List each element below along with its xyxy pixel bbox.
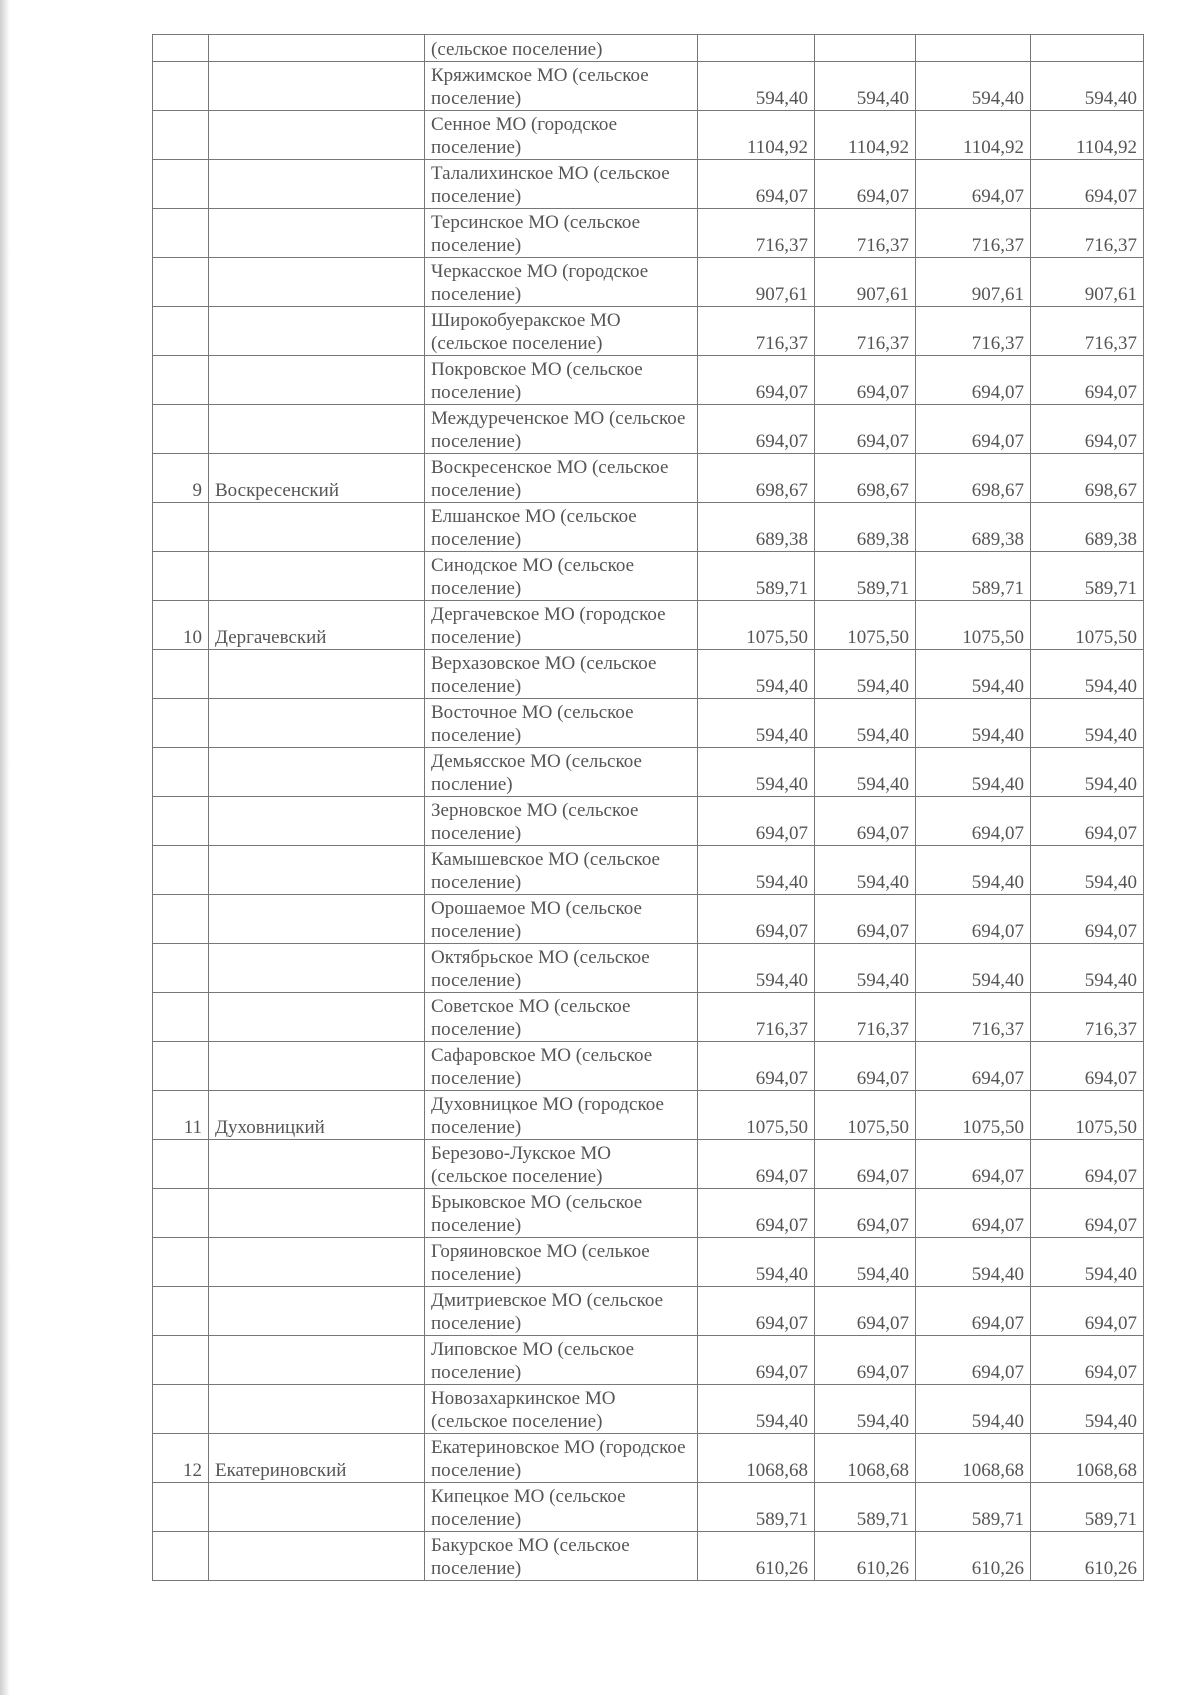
value-2: 716,37 (815, 209, 916, 258)
row-number (153, 1238, 209, 1287)
row-number (153, 503, 209, 552)
value-cell (698, 35, 815, 62)
value-2: 689,38 (815, 503, 916, 552)
table-body (153, 35, 1144, 1581)
value-1: 594,40 (698, 1385, 815, 1434)
value-3: 694,07 (916, 895, 1031, 944)
value-3: 716,37 (916, 307, 1031, 356)
municipality-name: Терсинское МО (сельское поселение) (425, 209, 698, 258)
value-4: 689,38 (1031, 503, 1144, 552)
value-4: 716,37 (1031, 209, 1144, 258)
row-number (153, 846, 209, 895)
value-1: 594,40 (698, 944, 815, 993)
municipality-name: Восточное МО (сельское поселение) (425, 699, 698, 748)
district-name (209, 1238, 425, 1287)
district-name (209, 797, 425, 846)
value-3: 1068,68 (916, 1434, 1031, 1483)
table-row (153, 1189, 1144, 1238)
value-1: 594,40 (698, 650, 815, 699)
municipality-name: Черкасское МО (городское поселение) (425, 258, 698, 307)
value-3: 694,07 (916, 1140, 1031, 1189)
row-number (153, 1385, 209, 1434)
value-4: 594,40 (1031, 1385, 1144, 1434)
value-1: 594,40 (698, 1238, 815, 1287)
municipality-name: Новозахаркинское МО (сельское поселение) (425, 1385, 698, 1434)
value-2: 716,37 (815, 307, 916, 356)
district-name (209, 846, 425, 895)
municipality-name: Духовницкое МО (городское поселение) (425, 1091, 698, 1140)
value-4: 694,07 (1031, 895, 1144, 944)
district-cell (209, 35, 425, 62)
municipality-name: Дмитриевское МО (сельское поселение) (425, 1287, 698, 1336)
district-name (209, 258, 425, 307)
district-name (209, 552, 425, 601)
row-number (153, 1287, 209, 1336)
table-row (153, 846, 1144, 895)
table-row (153, 650, 1144, 699)
table-row (153, 307, 1144, 356)
value-3: 689,38 (916, 503, 1031, 552)
row-number (153, 405, 209, 454)
district-name: Дергачевский (209, 601, 425, 650)
value-2: 594,40 (815, 650, 916, 699)
value-2: 1075,50 (815, 1091, 916, 1140)
value-4: 694,07 (1031, 1287, 1144, 1336)
row-number (153, 699, 209, 748)
municipality-name: Горяиновское МО (селькое поселение) (425, 1238, 698, 1287)
value-1: 716,37 (698, 307, 815, 356)
municipality-name: Орошаемое МО (сельское поселение) (425, 895, 698, 944)
municipality-name: Дергачевское МО (городское поселение) (425, 601, 698, 650)
table-row (153, 993, 1144, 1042)
value-4: 694,07 (1031, 1336, 1144, 1385)
value-4: 716,37 (1031, 993, 1144, 1042)
value-4: 594,40 (1031, 944, 1144, 993)
district-name: Духовницкий (209, 1091, 425, 1140)
value-1: 1068,68 (698, 1434, 815, 1483)
row-number (153, 748, 209, 797)
row-number (153, 62, 209, 111)
value-2: 694,07 (815, 160, 916, 209)
table-row (153, 111, 1144, 160)
value-3: 694,07 (916, 405, 1031, 454)
value-1: 1075,50 (698, 1091, 815, 1140)
table-row (153, 748, 1144, 797)
value-1: 907,61 (698, 258, 815, 307)
value-2: 694,07 (815, 405, 916, 454)
value-cell (916, 35, 1031, 62)
district-name (209, 1385, 425, 1434)
value-4: 694,07 (1031, 1140, 1144, 1189)
row-number (153, 1042, 209, 1091)
value-2: 594,40 (815, 846, 916, 895)
value-4: 1104,92 (1031, 111, 1144, 160)
table-row (153, 797, 1144, 846)
value-3: 594,40 (916, 944, 1031, 993)
value-4: 698,67 (1031, 454, 1144, 503)
municipality-name: Бакурское МО (сельское поселение) (425, 1532, 698, 1581)
value-1: 1075,50 (698, 601, 815, 650)
value-2: 694,07 (815, 1042, 916, 1091)
value-2: 594,40 (815, 1385, 916, 1434)
mo-cell: (сельское поселение) (425, 35, 698, 62)
district-name (209, 1042, 425, 1091)
table-row (153, 209, 1144, 258)
table-row (153, 699, 1144, 748)
table-row (153, 944, 1144, 993)
district-name (209, 405, 425, 454)
value-3: 589,71 (916, 1483, 1031, 1532)
value-4: 594,40 (1031, 748, 1144, 797)
value-4: 594,40 (1031, 846, 1144, 895)
value-4: 1075,50 (1031, 601, 1144, 650)
value-3: 594,40 (916, 1238, 1031, 1287)
value-1: 594,40 (698, 748, 815, 797)
value-4: 589,71 (1031, 1483, 1144, 1532)
municipality-name: Демьясское МО (сельское посление) (425, 748, 698, 797)
value-1: 694,07 (698, 160, 815, 209)
district-name (209, 503, 425, 552)
value-1: 716,37 (698, 209, 815, 258)
value-1: 689,38 (698, 503, 815, 552)
value-3: 716,37 (916, 993, 1031, 1042)
row-number (153, 993, 209, 1042)
value-3: 594,40 (916, 699, 1031, 748)
value-3: 694,07 (916, 1189, 1031, 1238)
value-3: 716,37 (916, 209, 1031, 258)
table-row-continuation (153, 35, 1144, 62)
municipality-name: Липовское МО (сельское поселение) (425, 1336, 698, 1385)
value-2: 1104,92 (815, 111, 916, 160)
municipality-name: Синодское МО (сельское поселение) (425, 552, 698, 601)
value-3: 594,40 (916, 748, 1031, 797)
municipality-name: Талалихинское МО (сельское поселение) (425, 160, 698, 209)
value-1: 694,07 (698, 405, 815, 454)
table-row (153, 1532, 1144, 1581)
municipality-name: Сенное МО (городское поселение) (425, 111, 698, 160)
table-row (153, 1385, 1144, 1434)
row-number: 10 (153, 601, 209, 650)
table-row (153, 62, 1144, 111)
row-number (153, 944, 209, 993)
value-3: 594,40 (916, 650, 1031, 699)
row-number (153, 650, 209, 699)
value-3: 698,67 (916, 454, 1031, 503)
value-1: 694,07 (698, 1287, 815, 1336)
value-1: 589,71 (698, 1483, 815, 1532)
row-number: 11 (153, 1091, 209, 1140)
table-row (153, 160, 1144, 209)
value-1: 594,40 (698, 62, 815, 111)
value-1: 716,37 (698, 993, 815, 1042)
value-1: 1104,92 (698, 111, 815, 160)
value-3: 610,26 (916, 1532, 1031, 1581)
value-4: 610,26 (1031, 1532, 1144, 1581)
value-4: 907,61 (1031, 258, 1144, 307)
value-4: 694,07 (1031, 405, 1144, 454)
value-2: 698,67 (815, 454, 916, 503)
value-2: 594,40 (815, 699, 916, 748)
value-4: 594,40 (1031, 1238, 1144, 1287)
municipality-name: Екатериновское МО (городское поселение) (425, 1434, 698, 1483)
value-1: 694,07 (698, 1336, 815, 1385)
value-4: 1075,50 (1031, 1091, 1144, 1140)
value-3: 694,07 (916, 1287, 1031, 1336)
municipality-name: Широкобуеракское МО (сельское поселение) (425, 307, 698, 356)
value-2: 610,26 (815, 1532, 916, 1581)
row-number (153, 1140, 209, 1189)
district-name (209, 895, 425, 944)
municipality-name: Октябрьское МО (сельское поселение) (425, 944, 698, 993)
value-2: 907,61 (815, 258, 916, 307)
district-name (209, 1140, 425, 1189)
value-4: 594,40 (1031, 699, 1144, 748)
value-cell (815, 35, 916, 62)
value-2: 694,07 (815, 1140, 916, 1189)
value-1: 594,40 (698, 846, 815, 895)
table-row (153, 1091, 1144, 1140)
district-name (209, 748, 425, 797)
value-2: 594,40 (815, 944, 916, 993)
municipality-name: Кряжимское МО (сельское поселение) (425, 62, 698, 111)
table-row (153, 405, 1144, 454)
district-name: Екатериновский (209, 1434, 425, 1483)
value-cell (1031, 35, 1144, 62)
municipality-name: Камышевское МО (сельское поселение) (425, 846, 698, 895)
value-1: 694,07 (698, 356, 815, 405)
municipality-name: Покровское МО (сельское поселение) (425, 356, 698, 405)
value-3: 594,40 (916, 62, 1031, 111)
row-number (153, 209, 209, 258)
district-name (209, 111, 425, 160)
district-name (209, 1287, 425, 1336)
district-name (209, 699, 425, 748)
value-3: 694,07 (916, 160, 1031, 209)
district-name (209, 993, 425, 1042)
district-name (209, 650, 425, 699)
municipality-name: Брыковское МО (сельское поселение) (425, 1189, 698, 1238)
table-row (153, 601, 1144, 650)
value-4: 594,40 (1031, 650, 1144, 699)
value-2: 694,07 (815, 895, 916, 944)
district-name (209, 209, 425, 258)
district-name: Воскресенский (209, 454, 425, 503)
value-2: 1075,50 (815, 601, 916, 650)
value-1: 698,67 (698, 454, 815, 503)
value-3: 594,40 (916, 846, 1031, 895)
tariff-table (152, 34, 1144, 1581)
row-number (153, 1189, 209, 1238)
table-row (153, 454, 1144, 503)
row-number: 12 (153, 1434, 209, 1483)
value-4: 594,40 (1031, 62, 1144, 111)
district-name (209, 1336, 425, 1385)
value-3: 694,07 (916, 356, 1031, 405)
district-name (209, 356, 425, 405)
table-row (153, 552, 1144, 601)
value-2: 594,40 (815, 62, 916, 111)
value-1: 610,26 (698, 1532, 815, 1581)
value-1: 694,07 (698, 1042, 815, 1091)
value-2: 589,71 (815, 552, 916, 601)
value-3: 1075,50 (916, 1091, 1031, 1140)
municipality-name: Верхазовское МО (сельское поселение) (425, 650, 698, 699)
row-number (153, 160, 209, 209)
table-row (153, 503, 1144, 552)
table-row (153, 1287, 1144, 1336)
value-2: 694,07 (815, 356, 916, 405)
district-name (209, 307, 425, 356)
num-cell (153, 35, 209, 62)
value-2: 594,40 (815, 1238, 916, 1287)
scan-edge-shadow (0, 0, 10, 1695)
row-number (153, 111, 209, 160)
municipality-name: Воскресенское МО (сельское поселение) (425, 454, 698, 503)
value-4: 1068,68 (1031, 1434, 1144, 1483)
row-number (153, 895, 209, 944)
district-name (209, 160, 425, 209)
municipality-name: Зерновское МО (сельское поселение) (425, 797, 698, 846)
municipality-name: Сафаровское МО (сельское поселение) (425, 1042, 698, 1091)
value-4: 716,37 (1031, 307, 1144, 356)
value-4: 694,07 (1031, 356, 1144, 405)
value-4: 589,71 (1031, 552, 1144, 601)
value-2: 716,37 (815, 993, 916, 1042)
value-2: 694,07 (815, 1336, 916, 1385)
table-row (153, 1483, 1144, 1532)
district-name (209, 944, 425, 993)
value-3: 694,07 (916, 1042, 1031, 1091)
row-number (153, 1483, 209, 1532)
value-1: 694,07 (698, 895, 815, 944)
value-1: 694,07 (698, 1189, 815, 1238)
value-4: 694,07 (1031, 1189, 1144, 1238)
value-3: 907,61 (916, 258, 1031, 307)
table-row (153, 1238, 1144, 1287)
table-row (153, 356, 1144, 405)
value-4: 694,07 (1031, 797, 1144, 846)
value-2: 694,07 (815, 797, 916, 846)
municipality-name: Советское МО (сельское поселение) (425, 993, 698, 1042)
value-3: 1075,50 (916, 601, 1031, 650)
table-row (153, 1042, 1144, 1091)
district-name (209, 62, 425, 111)
table-row (153, 895, 1144, 944)
value-2: 1068,68 (815, 1434, 916, 1483)
district-name (209, 1189, 425, 1238)
value-2: 589,71 (815, 1483, 916, 1532)
value-2: 694,07 (815, 1287, 916, 1336)
district-name (209, 1532, 425, 1581)
value-3: 594,40 (916, 1385, 1031, 1434)
row-number (153, 307, 209, 356)
table-row (153, 1140, 1144, 1189)
value-1: 694,07 (698, 1140, 815, 1189)
value-3: 694,07 (916, 1336, 1031, 1385)
value-1: 594,40 (698, 699, 815, 748)
row-number (153, 797, 209, 846)
district-name (209, 1483, 425, 1532)
value-4: 694,07 (1031, 1042, 1144, 1091)
row-number (153, 552, 209, 601)
table-row (153, 258, 1144, 307)
row-number: 9 (153, 454, 209, 503)
row-number (153, 258, 209, 307)
municipality-name: Березово-Лукское МО (сельское поселение) (425, 1140, 698, 1189)
row-number (153, 1532, 209, 1581)
value-3: 694,07 (916, 797, 1031, 846)
value-2: 594,40 (815, 748, 916, 797)
table-row (153, 1434, 1144, 1483)
value-1: 589,71 (698, 552, 815, 601)
table-row (153, 1336, 1144, 1385)
municipality-name: Кипецкое МО (сельское поселение) (425, 1483, 698, 1532)
value-3: 1104,92 (916, 111, 1031, 160)
value-2: 694,07 (815, 1189, 916, 1238)
municipality-name: Междуреченское МО (сельское поселение) (425, 405, 698, 454)
row-number (153, 1336, 209, 1385)
value-3: 589,71 (916, 552, 1031, 601)
value-1: 694,07 (698, 797, 815, 846)
municipality-name: Елшанское МО (сельское поселение) (425, 503, 698, 552)
value-4: 694,07 (1031, 160, 1144, 209)
row-number (153, 356, 209, 405)
